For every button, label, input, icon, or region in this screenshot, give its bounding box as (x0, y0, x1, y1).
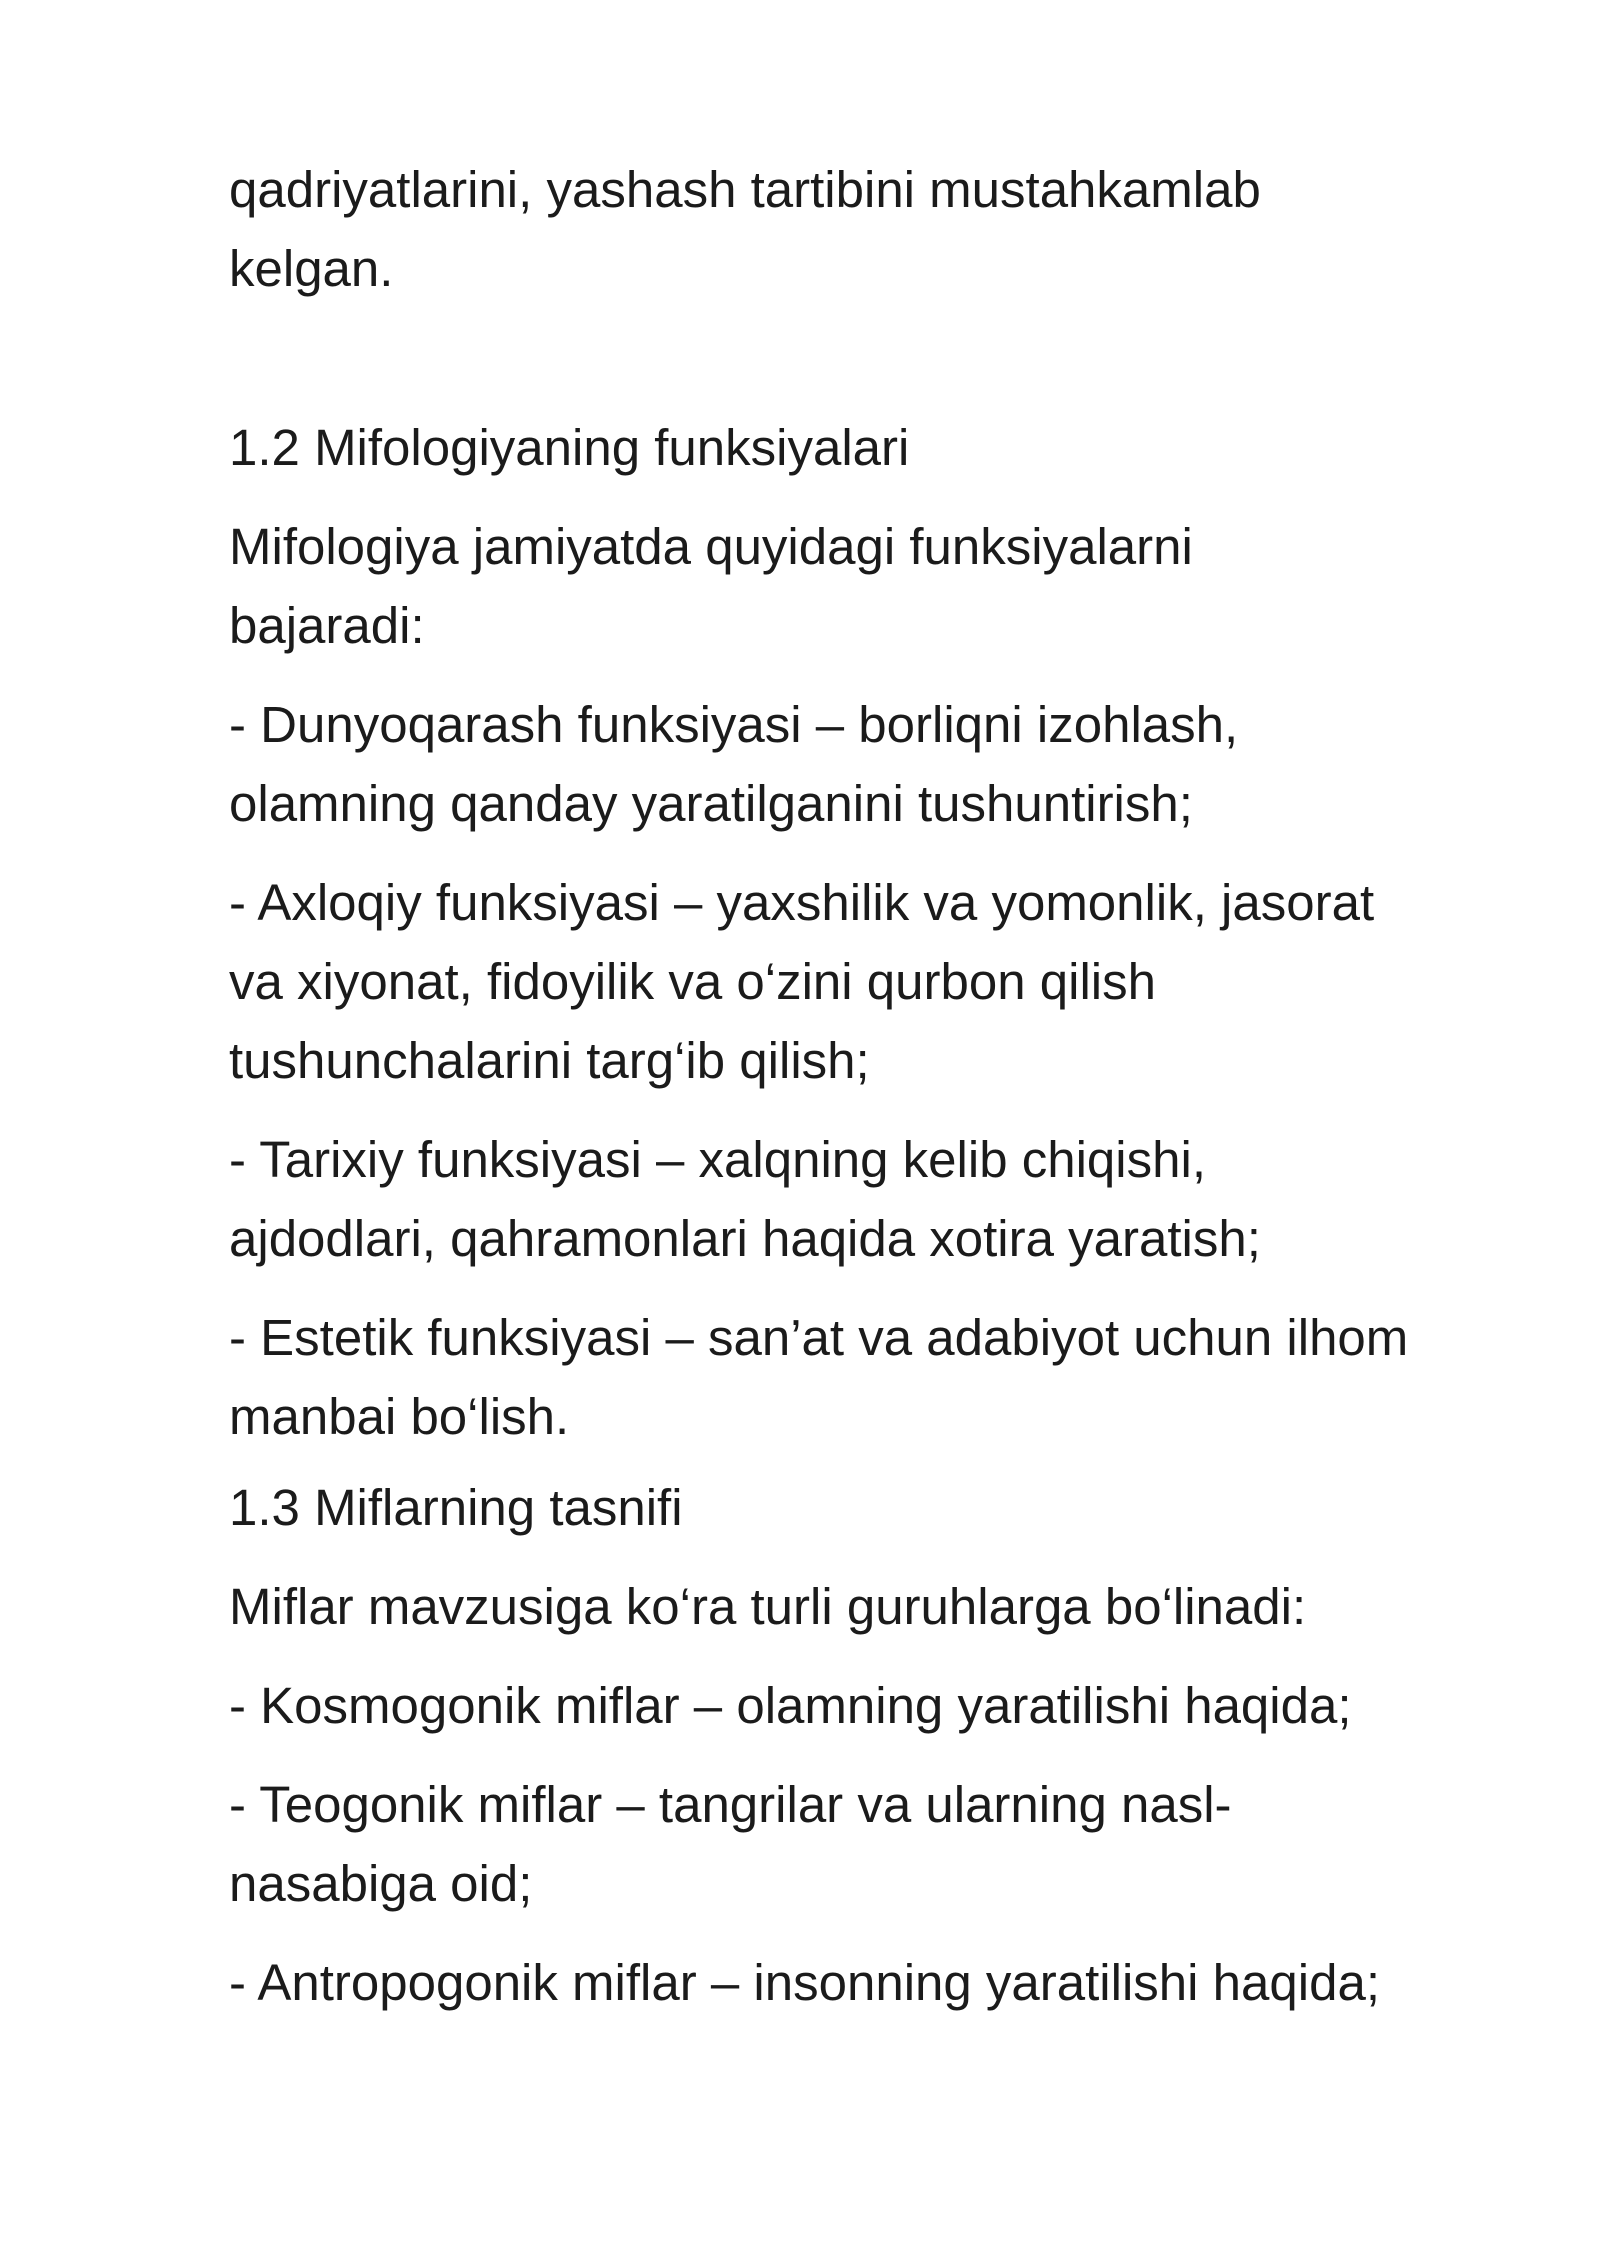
list-item-anthropogonic-myths: - Antropogonik miflar – insonning yaratilishi haqida; (229, 1954, 1380, 2011)
paragraph-classification-intro: Miflar mavzusiga ko‘ra turli guruhlarga bo‘linadi: (229, 1578, 1307, 1635)
list-item-moral-function: - Axloqiy funksiyasi – yaxshilik va yomonlik, jasorat va xiyonat, fidoyilik va o‘zini qurbon qilish tushunchalarini targ‘ib qilish; (229, 874, 1375, 1089)
section-heading-1-2: 1.2 Mifologiyaning funksiyalari (229, 419, 910, 476)
list-item-worldview-function: - Dunyoqarash funksiyasi – borliqni izohlash, olamning qanday yaratilganini tushuntirish; (229, 696, 1239, 832)
list-item-aesthetic-function: - Estetik funksiyasi – san’at va adabiyot uchun ilhom manbai bo‘lish. (229, 1309, 1409, 1445)
paragraph-functions-intro: Mifologiya jamiyatda quyidagi funksiyalarni bajaradi: (229, 518, 1193, 654)
section-heading-1-3: 1.3 Miflarning tasnifi (229, 1479, 683, 1536)
list-item-cosmogonic-myths: - Kosmogonik miflar – olamning yaratilishi haqida; (229, 1677, 1352, 1734)
paragraph-continuation: qadriyatlarini, yashash tartibini mustahkamlab kelgan. (229, 161, 1261, 297)
list-item-historical-function: - Tarixiy funksiyasi – xalqning kelib chiqishi, ajdodlari, qahramonlari haqida xotira yaratish; (229, 1131, 1261, 1267)
list-item-theogonic-myths: - Teogonik miflar – tangrilar va ularning nasl- nasabiga oid; (229, 1776, 1232, 1912)
document-body (229, 150, 1529, 2022)
